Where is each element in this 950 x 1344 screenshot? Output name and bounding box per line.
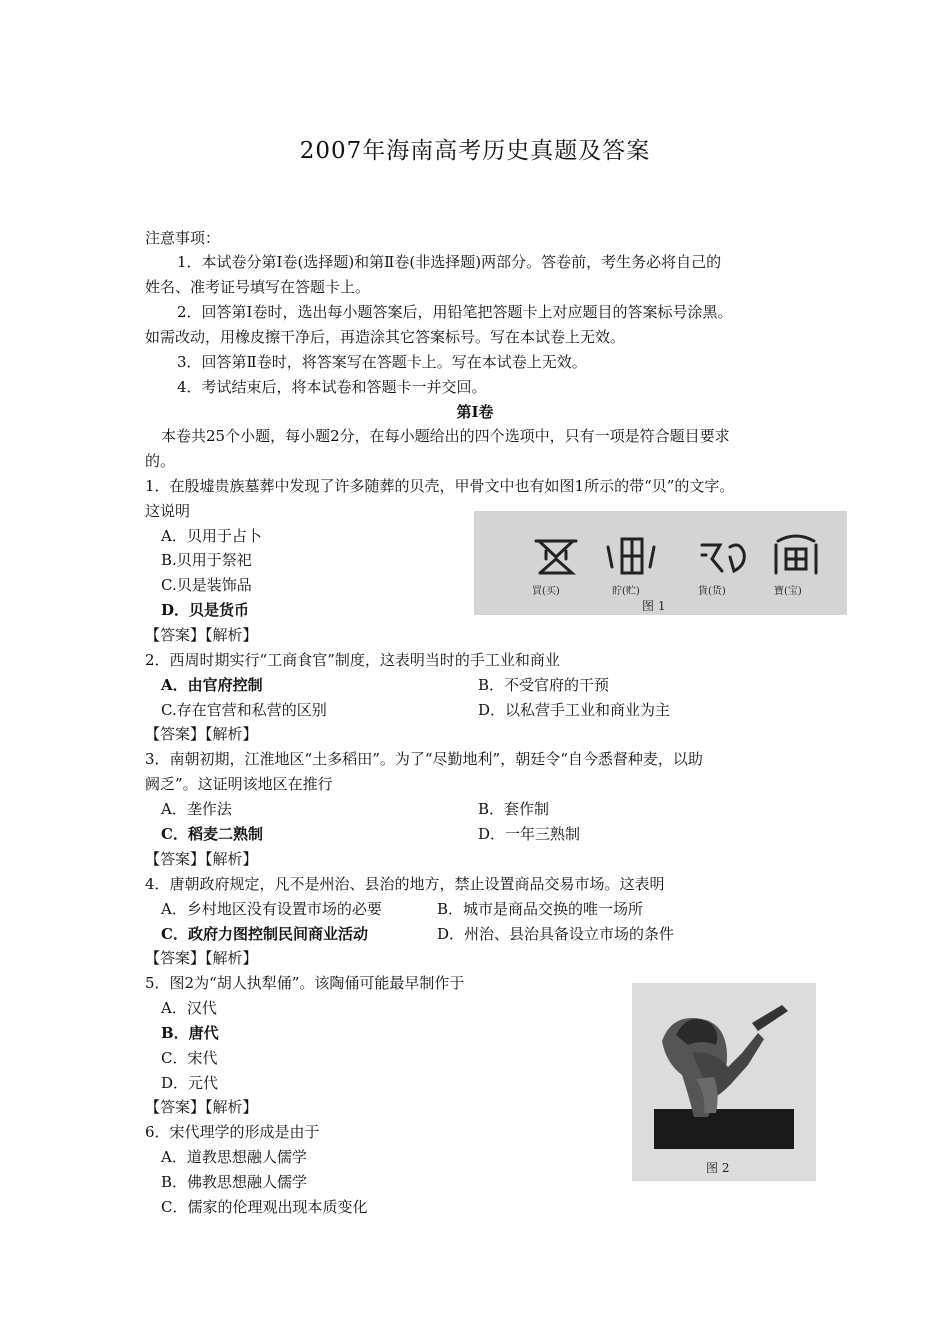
question-3-option-a: A．垄作法 [161,800,232,818]
notice-line: 4．考试结束后，将本试卷和答题卡一并交回。 [177,378,487,396]
figure-1-caption: 貨(货) [698,586,726,597]
question-2-option-d: D．以私营手工业和商业为主 [478,701,671,719]
pottery-figurine-icon [632,983,816,1181]
question-4-stem: 4．唐朝政府规定，凡不是州治、县治的地方，禁止设置商品交易市场。这表明 [145,875,665,893]
section-intro: 的。 [145,452,176,470]
question-2-stem: 2．西周时期实行“工商食官”制度，这表明当时的手工业和商业 [145,651,560,669]
question-1-option-d: D．贝是货币 [161,601,250,619]
question-5-option-c: C．宋代 [161,1049,218,1067]
figure-2-image [632,983,816,1181]
question-4-option-a: A．乡村地区没有设置市场的必要 [161,900,382,918]
answer-label: 【答案】【解析】 [145,725,258,743]
figure-1-caption: 寶(宝) [774,586,802,597]
section-intro: 本卷共25个小题，每小题2分，在每小题给出的四个选项中，只有一项是符合题目要求 [161,427,730,445]
figure-2-label: 图 2 [706,1161,730,1175]
answer-label: 【答案】【解析】 [145,850,258,868]
question-2-option-c: C.存在官营和私营的区别 [161,701,327,719]
page-title: 2007年海南高考历史真题及答案 [299,138,651,164]
question-1-option-b: B.贝用于祭祀 [161,551,252,569]
figure-1-image [474,511,847,615]
question-3-option-d: D．一年三熟制 [478,825,581,843]
notice-heading: 注意事项： [145,229,221,247]
answer-label: 【答案】【解析】 [145,626,258,644]
question-1-stem: 1．在殷墟贵族墓葬中发现了许多随葬的贝壳，甲骨文中也有如图1所示的带“贝”的文字。 [145,477,735,495]
figure-1-caption: 貯(贮) [612,586,640,597]
notice-line: 2．回答第Ⅰ卷时，选出每小题答案后，用铅笔把答题卡上对应题目的答案标号涂黑。 [177,303,733,321]
notice-line: 如需改动，用橡皮擦干净后，再造涂其它答案标号。写在本试卷上无效。 [145,328,626,346]
question-6-option-b: B．佛教思想融人儒学 [161,1173,308,1191]
figure-1-label: 图 1 [642,599,666,613]
question-4-option-b: B．城市是商品交换的唯一场所 [437,900,644,918]
section-title: 第Ⅰ卷 [456,403,494,421]
question-4-option-d: D．州治、县治具备设立市场的条件 [437,925,675,943]
question-3-stem: 3．南朝初期，江淮地区“土多稻田”。为了“尽勤地利”，朝廷令“自今悉督种麦，以助 [145,750,703,768]
question-1-option-c: C.贝是装饰品 [161,576,252,594]
notice-line: 姓名、准考证号填写在答题卡上。 [145,278,371,296]
answer-label: 【答案】【解析】 [145,1098,258,1116]
question-6-option-a: A．道教思想融人儒学 [161,1148,307,1166]
question-4-option-c: C．政府力图控制民间商业活动 [161,925,368,943]
question-1-option-a: A．贝用于占卜 [161,527,262,545]
figure-1-caption: 買(买) [532,586,560,597]
notice-line: 3．回答第Ⅱ卷时，将答案写在答题卡上。写在本试卷上无效。 [177,353,587,371]
question-3-stem: 阙乏”。这证明该地区在推行 [145,775,333,793]
question-2-option-b: B．不受官府的干预 [478,676,610,694]
question-3-option-c: C．稻麦二熟制 [161,825,263,843]
question-3-option-b: B．套作制 [478,800,550,818]
answer-label: 【答案】【解析】 [145,949,258,967]
question-1-stem: 这说明 [145,502,191,520]
question-6-stem: 6．宋代理学的形成是由于 [145,1123,320,1141]
question-5-stem: 5．图2为“胡人执犁俑”。该陶俑可能最早制作于 [145,974,465,992]
question-5-option-d: D．元代 [161,1074,219,1092]
question-5-option-a: A．汉代 [161,999,217,1017]
question-6-option-c: C．儒家的伦理观出现本质变化 [161,1198,368,1216]
question-5-option-b: B．唐代 [161,1024,219,1042]
question-2-option-a: A．由官府控制 [161,676,263,694]
notice-line: 1．本试卷分第Ⅰ卷(选择题)和第Ⅱ卷(非选择题)两部分。答卷前，考生务必将自己的 [177,253,722,271]
